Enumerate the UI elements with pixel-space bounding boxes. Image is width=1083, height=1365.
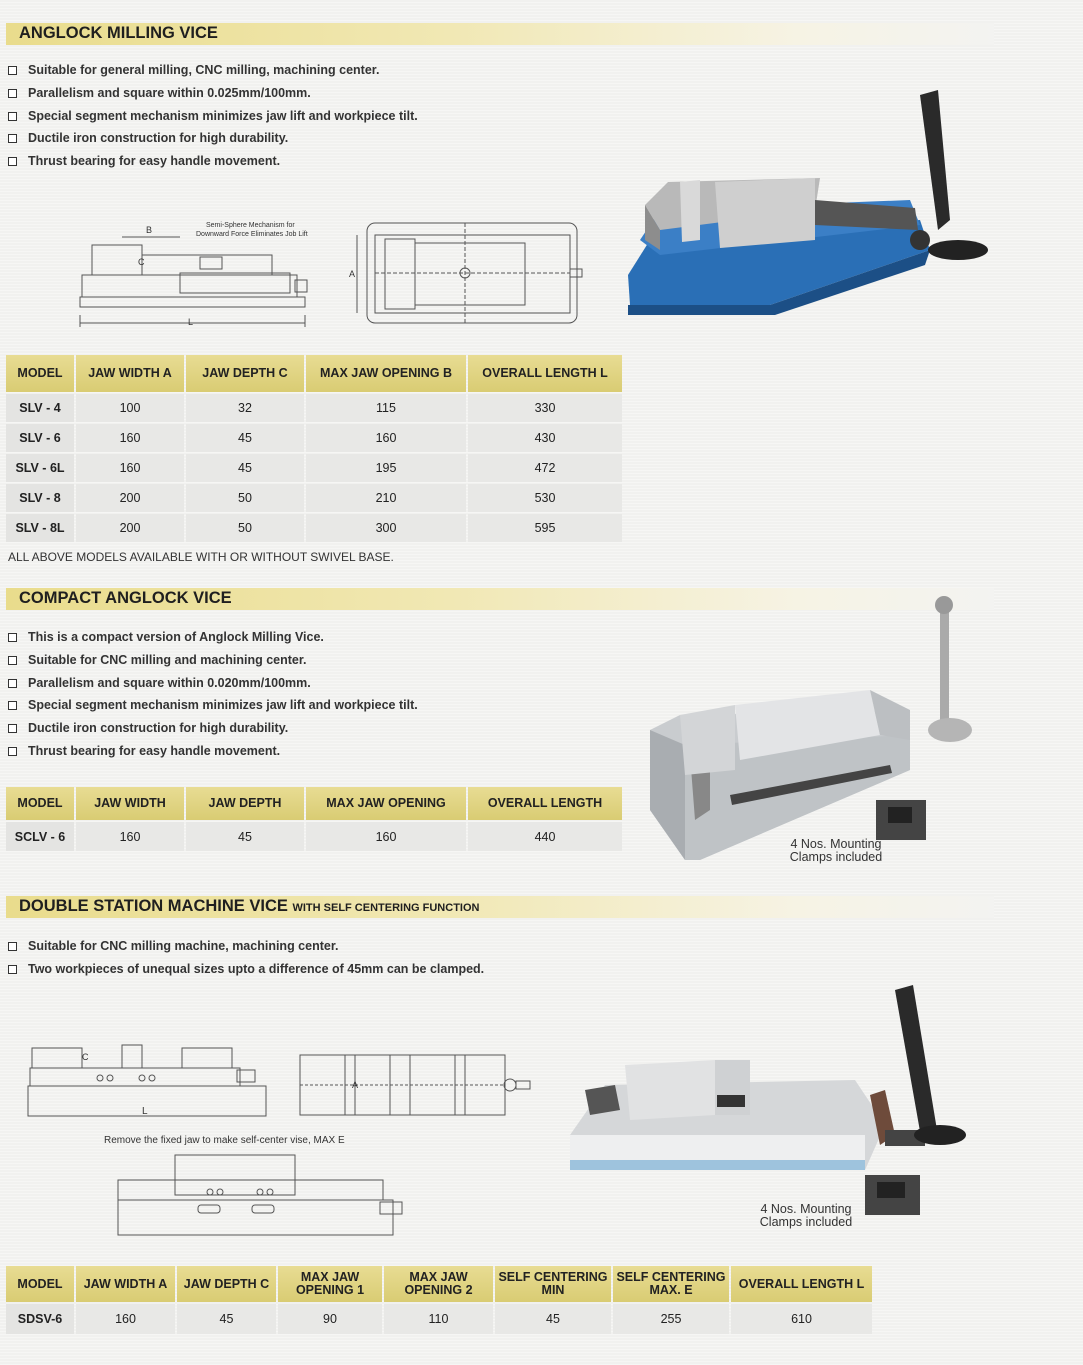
table-row: SLV - 8L 200 50 300 595 (6, 514, 622, 542)
top-view-drawing (345, 215, 590, 335)
side-view-drawing (70, 215, 330, 335)
swivel-base-note: ALL ABOVE MODELS AVAILABLE WITH OR WITHOUT SWIVEL BASE. (8, 550, 394, 564)
table-header-cell: OVERALL LENGTH L (468, 355, 622, 392)
table-header-cell: JAW WIDTH A (76, 355, 184, 392)
checkbox-bullet-icon (8, 701, 17, 710)
section-title: ANGLOCK MILLING VICE (19, 24, 218, 42)
checkbox-bullet-icon (8, 112, 17, 121)
side-view-drawing (22, 1040, 272, 1125)
compact-spec-table (4, 785, 624, 853)
table-header-cell: OVERALL LENGTH L (731, 1266, 872, 1302)
section-subtitle: WITH SELF CENTERING FUNCTION (292, 902, 480, 914)
dimension-label-a: A (352, 1080, 359, 1090)
table-row: SLV - 8 200 50 210 530 (6, 484, 622, 512)
table-row: SLV - 4 100 32 115 330 (6, 394, 622, 422)
checkbox-bullet-icon (8, 656, 17, 665)
self-center-drawing-note: Remove the fixed jaw to make self-center vise, MAX E (104, 1135, 345, 1146)
table-row: SLV - 6L 160 45 195 472 (6, 454, 622, 482)
dimension-label-l: L (188, 317, 194, 327)
feature-list (6, 63, 418, 177)
table-header-cell: OVERALL LENGTH (468, 787, 622, 820)
table-row: SDSV-6 160 45 90 110 45 255 610 (6, 1304, 872, 1334)
self-center-drawing (110, 1150, 410, 1240)
table-header-cell: JAW DEPTH C (186, 355, 304, 392)
checkbox-bullet-icon (8, 965, 17, 974)
table-header-cell: MAX JAW OPENING (306, 787, 466, 820)
section-title: COMPACT ANGLOCK VICE (19, 589, 232, 607)
section-header-double-station (6, 896, 994, 918)
section-header-anglock (6, 23, 994, 45)
feature-item: Thrust bearing for easy handle movement. (6, 154, 418, 177)
double-station-vice-photo (565, 985, 985, 1230)
table-row: SLV - 6 160 45 160 430 (6, 424, 622, 452)
feature-item: Special segment mechanism minimizes jaw lift and workpiece tilt. (6, 109, 418, 132)
table-header-cell: SELF CENTERING MAX. E (613, 1266, 729, 1302)
dimension-label-b: B (146, 225, 153, 235)
feature-item: Parallelism and square within 0.020mm/100mm. (6, 676, 418, 699)
feature-item: Suitable for general milling, CNC milling, machining center. (6, 63, 418, 86)
feature-item: Two workpieces of unequal sizes upto a difference of 45mm can be clamped. (6, 962, 484, 985)
checkbox-bullet-icon (8, 89, 17, 98)
feature-item: Ductile iron construction for high durability. (6, 721, 418, 744)
top-view-drawing (295, 1050, 540, 1120)
mounting-clamps-caption: 4 Nos. Mounting Clamps included (759, 1202, 853, 1229)
compact-vice-photo (640, 595, 990, 865)
checkbox-bullet-icon (8, 633, 17, 642)
feature-list (6, 630, 418, 767)
checkbox-bullet-icon (8, 157, 17, 166)
checkbox-bullet-icon (8, 724, 17, 733)
anglock-spec-table (4, 353, 624, 544)
drawing-callout: Downward Force Eliminates Job Lift (196, 231, 308, 238)
dimension-label-c: C (82, 1052, 89, 1062)
table-header-cell: SELF CENTERING MIN (495, 1266, 611, 1302)
feature-item: This is a compact version of Anglock Milling Vice. (6, 630, 418, 653)
dimension-label-c: C (138, 257, 145, 267)
feature-item: Special segment mechanism minimizes jaw lift and workpiece tilt. (6, 698, 418, 721)
feature-item: Ductile iron construction for high durability. (6, 131, 418, 154)
table-row: SCLV - 6 160 45 160 440 (6, 822, 622, 851)
checkbox-bullet-icon (8, 942, 17, 951)
table-header-cell: MODEL (6, 355, 74, 392)
dimension-label-a: A (349, 269, 356, 279)
table-header-cell: MAX JAW OPENING 1 (278, 1266, 382, 1302)
checkbox-bullet-icon (8, 679, 17, 688)
table-header-cell: MAX JAW OPENING B (306, 355, 466, 392)
feature-list (6, 939, 484, 985)
double-station-spec-table (4, 1264, 874, 1336)
mounting-clamps-caption: 4 Nos. Mounting Clamps included (789, 837, 883, 864)
table-header-cell: JAW WIDTH A (76, 1266, 175, 1302)
feature-item: Thrust bearing for easy handle movement. (6, 744, 418, 767)
section-title: DOUBLE STATION MACHINE VICE WITH SELF CENTERING FUNCTION (19, 897, 480, 915)
table-header-cell: JAW DEPTH (186, 787, 304, 820)
table-header-cell: JAW WIDTH (76, 787, 184, 820)
table-header-cell: JAW DEPTH C (177, 1266, 276, 1302)
anglock-vice-photo (620, 90, 1000, 315)
drawing-callout: Semi-Sphere Mechanism for (206, 222, 295, 229)
table-header-cell: MODEL (6, 787, 74, 820)
table-header-cell: MAX JAW OPENING 2 (384, 1266, 493, 1302)
checkbox-bullet-icon (8, 747, 17, 756)
dimension-label-l: L (142, 1106, 148, 1117)
feature-item: Suitable for CNC milling and machining center. (6, 653, 418, 676)
table-header-cell: MODEL (6, 1266, 74, 1302)
feature-item: Parallelism and square within 0.025mm/100mm. (6, 86, 418, 109)
checkbox-bullet-icon (8, 66, 17, 75)
feature-item: Suitable for CNC milling machine, machining center. (6, 939, 484, 962)
checkbox-bullet-icon (8, 134, 17, 143)
